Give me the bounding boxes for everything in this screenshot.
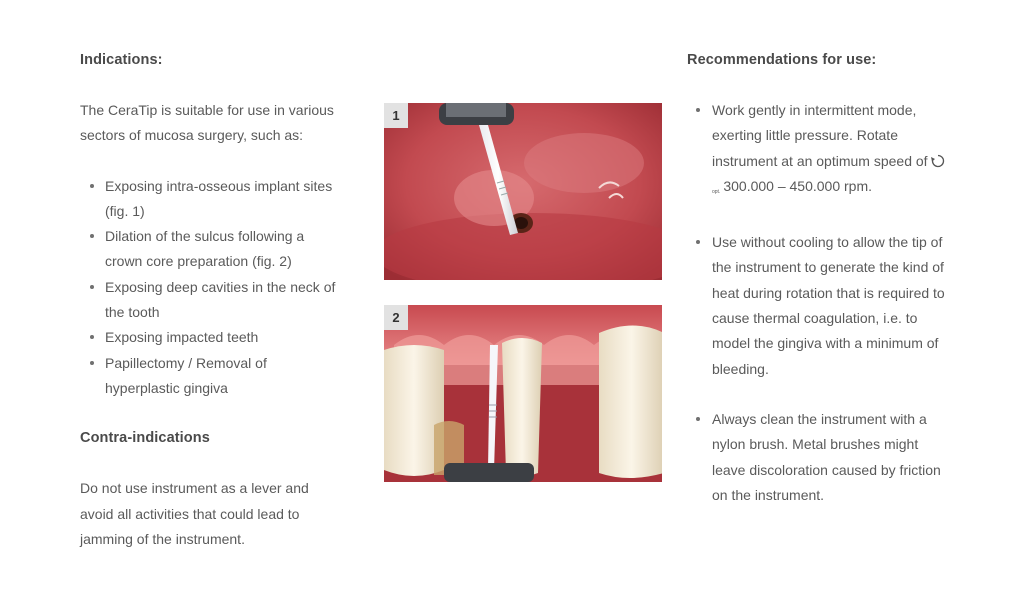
recommendation-1-text: Work gently in intermittent mode, exerting little pressure. Rotate instrument at an optimum speed of xyxy=(712,102,928,169)
figure-2-photo xyxy=(384,305,662,482)
right-column xyxy=(687,0,977,508)
list-item: Dilation of the sulcus following a crown core preparation (fig. 2) xyxy=(80,224,342,275)
mucosa-implant-image xyxy=(384,103,662,280)
figure-1-number: 1 xyxy=(384,103,408,128)
list-item: Papillectomy / Removal of hyperplastic gingiva xyxy=(80,351,342,402)
figure-1-photo xyxy=(384,103,662,280)
teeth-gingiva-image xyxy=(384,305,662,482)
indications-list xyxy=(80,174,342,402)
contra-indications-heading: Contra-indications xyxy=(80,430,210,447)
list-item: Always clean the instrument with a nylon brush. Metal brushes might leave discoloration caused by friction on the instrument. xyxy=(687,407,952,508)
rotation-icon xyxy=(931,154,945,168)
recommendations-heading: Recommendations for use: xyxy=(687,52,877,68)
indications-heading: Indications: xyxy=(80,52,163,68)
list-item xyxy=(687,98,952,205)
speed-subscript: opt. xyxy=(712,188,721,195)
left-column xyxy=(80,0,350,552)
speed-value: 300.000 – 450.000 rpm. xyxy=(723,177,873,194)
contra-indications-text: Do not use instrument as a lever and avoid all activities that could lead to jamming of the instrument. xyxy=(80,480,309,547)
recommendations-list xyxy=(687,98,952,508)
list-item: Exposing deep cavities in the neck of the tooth xyxy=(80,275,342,326)
list-item: Exposing impacted teeth xyxy=(80,325,342,350)
figure-2-number: 2 xyxy=(384,305,408,330)
intro-line-1: The CeraTip is suitable for use in various xyxy=(80,102,334,118)
list-item: Use without cooling to allow the tip of the instrument to generate the kind of heat during rotation that is required to cause thermal coagulation, i.e. to model the gingiva with a minimum of bleeding. xyxy=(687,230,952,382)
list-item: Exposing intra-osseous implant sites (fig. 1) xyxy=(80,174,342,225)
intro-line-2: sectors of mucosa surgery, such as: xyxy=(80,127,304,144)
